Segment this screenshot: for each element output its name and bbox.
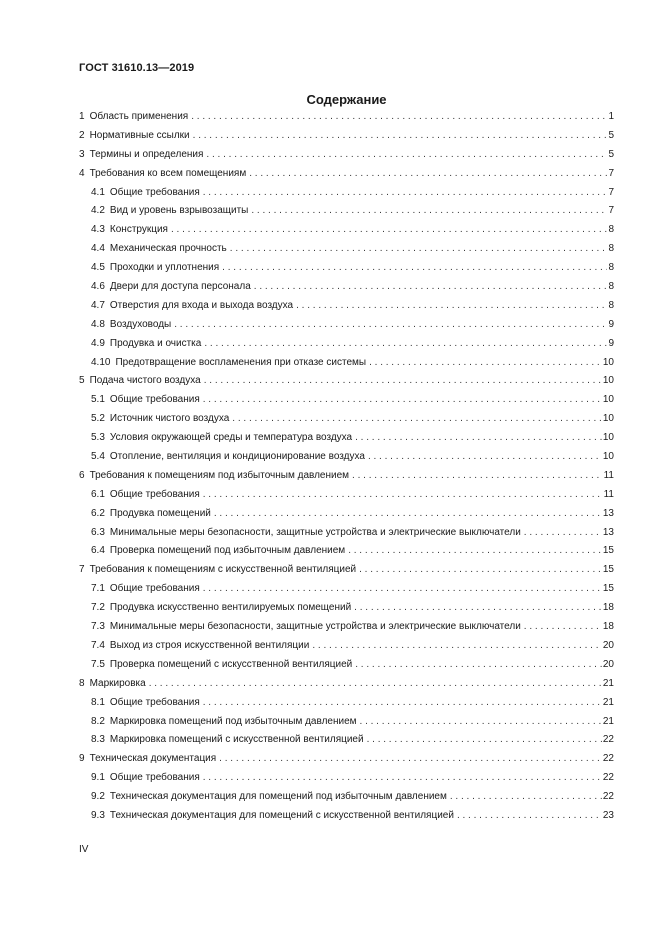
toc-entry[interactable]	[79, 716, 614, 735]
toc-entry-page: 11	[603, 488, 614, 500]
toc-entry[interactable]	[79, 489, 614, 508]
toc-entry-page: 8	[608, 224, 614, 236]
toc-entry-page: 22	[602, 772, 614, 784]
toc-entry-number: 7.1	[91, 583, 105, 595]
toc-entry-page: 13	[602, 507, 614, 519]
toc-entry-title: Выход из строя искусственной вентиляции	[109, 639, 310, 651]
toc-entry-title: Воздуховоды	[109, 318, 172, 330]
toc-entry-page: 15	[602, 564, 614, 576]
toc-entry-number: 4.4	[91, 243, 105, 255]
toc-entry-number: 1	[79, 111, 85, 122]
toc-dot-leader	[214, 508, 602, 520]
toc-entry-page: 9	[608, 318, 614, 330]
toc-entry-number: 9.1	[91, 772, 105, 784]
toc-entry[interactable]	[79, 583, 614, 602]
toc-entry-title: Маркировка помещений с искусственной вентиляцией	[109, 734, 364, 746]
toc-entry[interactable]	[79, 470, 614, 489]
toc-entry-title: Область применения	[89, 111, 189, 122]
toc-entry-page: 21	[602, 696, 614, 708]
toc-entry-number: 4.5	[91, 262, 105, 274]
toc-entry-title: Общие требования	[109, 488, 200, 500]
toc-entry-title: Предотвращение воспламенения при отказе системы	[115, 356, 367, 368]
toc-entry-page: 18	[602, 621, 614, 633]
toc-entry-number: 4.1	[91, 186, 105, 198]
toc-dot-leader	[254, 281, 608, 293]
toc-entry-page: 21	[602, 677, 614, 689]
toc-entry-page: 8	[608, 262, 614, 274]
toc-entry[interactable]	[79, 697, 614, 716]
toc-entry-number: 5.2	[91, 413, 105, 425]
toc-entry-page: 9	[608, 337, 614, 349]
toc-entry-title: Продувка искусственно вентилируемых помещений	[109, 602, 352, 614]
toc-entry[interactable]	[79, 678, 614, 697]
toc-entry[interactable]	[79, 243, 614, 262]
toc-entry[interactable]	[79, 224, 614, 243]
toc-entry-number: 4.6	[91, 281, 105, 293]
toc-dot-leader	[191, 111, 607, 123]
toc-entry-title: Общие требования	[109, 186, 200, 198]
toc-entry-title: Проходки и уплотнения	[109, 262, 220, 274]
toc-dot-leader	[206, 149, 607, 161]
toc-dot-leader	[204, 338, 607, 350]
toc-entry-title: Подача чистого воздуха	[89, 375, 201, 387]
toc-entry-page: 22	[602, 791, 614, 803]
toc-entry-title: Отопление, вентиляция и кондиционирование воздуха	[109, 451, 365, 463]
toc-entry-number: 5.3	[91, 432, 105, 444]
toc-entry-number: 7.3	[91, 621, 105, 633]
toc-entry-page: 7	[608, 205, 614, 217]
toc-entry-number: 4.2	[91, 205, 105, 217]
toc-entry-number: 8	[79, 677, 85, 689]
toc-entry-title: Требования к помещениям с искусственной вентиляцией	[89, 564, 357, 576]
toc-entry-number: 7.4	[91, 639, 105, 651]
toc-dot-leader	[354, 602, 602, 614]
toc-title: Содержание	[306, 92, 387, 107]
toc-entry-title: Минимальные меры безопасности, защитные устройства и электрические выключатели	[109, 526, 521, 538]
toc-entry-page: 10	[602, 451, 614, 463]
toc-entry-page: 8	[608, 243, 614, 255]
table-of-contents	[79, 111, 614, 829]
toc-entry-page: 13	[602, 526, 614, 538]
toc-entry[interactable]	[79, 640, 614, 659]
toc-entry-page: 23	[602, 809, 614, 821]
toc-entry-title: Требования ко всем помещениям	[89, 167, 247, 179]
toc-entry[interactable]	[79, 810, 614, 829]
toc-dot-leader	[193, 130, 608, 142]
toc-entry[interactable]	[79, 300, 614, 319]
toc-entry-title: Термины и определения	[89, 148, 204, 160]
toc-entry-page: 22	[602, 753, 614, 765]
toc-entry[interactable]	[79, 734, 614, 753]
toc-entry-title: Общие требования	[109, 583, 200, 595]
toc-entry-title: Проверка помещений под избыточным давлением	[109, 545, 346, 557]
toc-dot-leader	[352, 470, 603, 482]
toc-entry-page: 10	[602, 375, 614, 387]
toc-entry-title: Общие требования	[109, 772, 200, 784]
toc-entry-title: Отверстия для входа и выхода воздуха	[109, 299, 294, 311]
toc-entry[interactable]	[79, 508, 614, 527]
toc-dot-leader	[219, 753, 602, 765]
toc-entry-page: 20	[602, 639, 614, 651]
toc-entry-page: 22	[602, 734, 614, 746]
toc-dot-leader	[204, 375, 602, 387]
toc-dot-leader	[524, 527, 602, 539]
toc-dot-leader	[249, 168, 607, 180]
toc-entry-number: 9	[79, 753, 85, 765]
document-code: ГОСТ 31610.13—2019	[79, 62, 195, 74]
toc-entry-title: Вид и уровень взрывозащиты	[109, 205, 249, 217]
toc-entry[interactable]	[79, 527, 614, 546]
toc-entry-title: Техническая документация	[89, 753, 217, 765]
toc-entry-page: 18	[602, 602, 614, 614]
toc-entry-page: 1	[608, 111, 614, 122]
toc-entry-number: 9.2	[91, 791, 105, 803]
toc-entry-number: 6.2	[91, 507, 105, 519]
toc-entry-page: 11	[603, 469, 614, 481]
toc-entry-number: 4.7	[91, 299, 105, 311]
toc-entry-page: 8	[608, 299, 614, 311]
toc-dot-leader	[203, 772, 602, 784]
toc-dot-leader	[355, 432, 602, 444]
toc-entry-title: Общие требования	[109, 696, 200, 708]
toc-entry-title: Техническая документация для помещений под избыточным давлением	[109, 791, 447, 803]
toc-entry-title: Источник чистого воздуха	[109, 413, 230, 425]
toc-entry[interactable]	[79, 319, 614, 338]
toc-entry-number: 4	[79, 167, 85, 179]
toc-entry[interactable]	[79, 602, 614, 621]
toc-dot-leader	[251, 205, 607, 217]
toc-entry[interactable]	[79, 451, 614, 470]
toc-entry-title: Нормативные ссылки	[89, 129, 190, 141]
toc-entry-page: 10	[602, 394, 614, 406]
toc-dot-leader	[203, 489, 603, 501]
toc-entry-number: 5	[79, 375, 85, 387]
toc-entry-number: 4.10	[91, 356, 111, 368]
toc-entry-title: Маркировка	[89, 677, 146, 689]
toc-dot-leader	[360, 716, 602, 728]
toc-dot-leader	[359, 564, 602, 576]
toc-entry-page: 7	[608, 186, 614, 198]
toc-dot-leader	[296, 300, 607, 312]
toc-entry-number: 9.3	[91, 809, 105, 821]
toc-entry[interactable]	[79, 375, 614, 394]
toc-entry[interactable]	[79, 791, 614, 810]
toc-dot-leader	[203, 187, 608, 199]
toc-dot-leader	[203, 394, 602, 406]
toc-entry-title: Минимальные меры безопасности, защитные устройства и электрические выключатели	[109, 621, 521, 633]
toc-dot-leader	[230, 243, 608, 255]
toc-entry-page: 21	[602, 715, 614, 727]
toc-dot-leader	[149, 678, 602, 690]
toc-entry-page: 8	[608, 281, 614, 293]
toc-entry-number: 7.5	[91, 658, 105, 670]
toc-entry[interactable]	[79, 394, 614, 413]
toc-entry[interactable]	[79, 753, 614, 772]
toc-dot-leader	[171, 224, 607, 236]
toc-entry-number: 8.2	[91, 715, 105, 727]
toc-entry-page: 10	[602, 356, 614, 368]
toc-dot-leader	[222, 262, 607, 274]
toc-entry[interactable]	[79, 187, 614, 206]
toc-dot-leader	[367, 734, 602, 746]
toc-entry-title: Двери для доступа персонала	[109, 281, 251, 293]
toc-entry-number: 6	[79, 469, 85, 481]
toc-entry-number: 6.1	[91, 488, 105, 500]
toc-entry[interactable]	[79, 168, 614, 187]
toc-entry[interactable]	[79, 338, 614, 357]
toc-entry[interactable]	[79, 413, 614, 432]
toc-dot-leader	[369, 357, 602, 369]
toc-entry-page: 20	[602, 658, 614, 670]
toc-entry-page: 15	[602, 583, 614, 595]
toc-entry-number: 4.3	[91, 224, 105, 236]
toc-entry[interactable]	[79, 659, 614, 678]
toc-dot-leader	[457, 810, 602, 822]
toc-entry[interactable]	[79, 621, 614, 640]
toc-entry-title: Механическая прочность	[109, 243, 227, 255]
toc-entry-page: 7	[608, 167, 614, 179]
toc-entry-title: Маркировка помещений под избыточным давлением	[109, 715, 357, 727]
page-number: IV	[79, 844, 89, 855]
toc-entry[interactable]	[79, 772, 614, 791]
toc-entry-page: 5	[608, 129, 614, 141]
toc-entry-page: 15	[602, 545, 614, 557]
toc-entry-page: 10	[602, 413, 614, 425]
toc-entry-number: 3	[79, 148, 85, 160]
toc-entry-number: 7.2	[91, 602, 105, 614]
toc-dot-leader	[312, 640, 602, 652]
toc-entry[interactable]	[79, 432, 614, 451]
toc-entry-title: Техническая документация для помещений с искусственной вентиляцией	[109, 809, 454, 821]
toc-entry-title: Общие требования	[109, 394, 200, 406]
toc-entry-number: 7	[79, 564, 85, 576]
toc-entry-number: 8.1	[91, 696, 105, 708]
toc-entry-title: Условия окружающей среды и температура воздуха	[109, 432, 353, 444]
toc-entry[interactable]	[79, 545, 614, 564]
toc-entry-page: 10	[602, 432, 614, 444]
toc-entry-title: Конструкция	[109, 224, 168, 236]
toc-entry-number: 5.1	[91, 394, 105, 406]
toc-dot-leader	[232, 413, 602, 425]
toc-entry[interactable]	[79, 111, 614, 130]
toc-entry[interactable]	[79, 130, 614, 149]
toc-dot-leader	[174, 319, 607, 331]
toc-entry[interactable]	[79, 262, 614, 281]
toc-dot-leader	[355, 659, 602, 671]
toc-entry-title: Продувка и очистка	[109, 337, 202, 349]
toc-dot-leader	[203, 697, 602, 709]
toc-entry-number: 4.8	[91, 318, 105, 330]
toc-entry-number: 8.3	[91, 734, 105, 746]
toc-entry-number: 4.9	[91, 337, 105, 349]
toc-entry-title: Требования к помещениям под избыточным давлением	[89, 469, 350, 481]
toc-entry[interactable]	[79, 564, 614, 583]
toc-dot-leader	[348, 545, 602, 557]
toc-entry[interactable]	[79, 281, 614, 300]
toc-entry-page: 5	[608, 148, 614, 160]
toc-entry[interactable]	[79, 205, 614, 224]
toc-dot-leader	[524, 621, 602, 633]
toc-dot-leader	[450, 791, 602, 803]
toc-dot-leader	[203, 583, 602, 595]
toc-entry-number: 2	[79, 129, 85, 141]
toc-entry[interactable]	[79, 149, 614, 168]
toc-entry-title: Продувка помещений	[109, 507, 211, 519]
toc-entry-number: 5.4	[91, 451, 105, 463]
toc-entry-number: 6.3	[91, 526, 105, 538]
toc-dot-leader	[368, 451, 602, 463]
toc-entry-number: 6.4	[91, 545, 105, 557]
toc-entry[interactable]	[79, 357, 614, 376]
toc-entry-title: Проверка помещений с искусственной вентиляцией	[109, 658, 353, 670]
